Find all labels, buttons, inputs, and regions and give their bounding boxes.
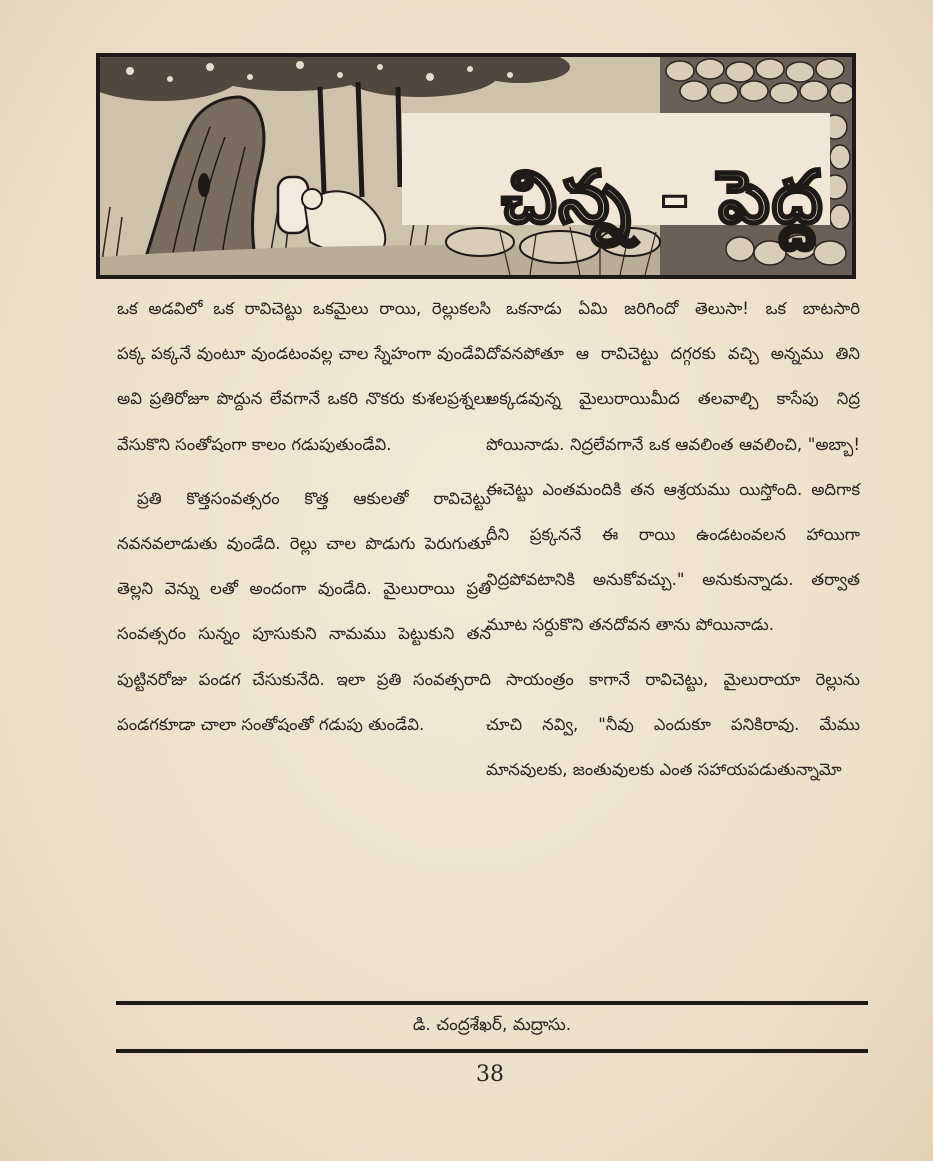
left-paragraph-2: ప్రతి కొత్తసంవత్సరం కొత్త ఆకులతో రావిచెట్టు నవనవలాడుతు వుండేది. రెల్లు చాల పొడుగు పెరుగుతూ తెల్లని వెన్ను లతో అందంగా వుండేది. మైలురాయి ప్రతి సంవత్సరం సున్నం పూసుకుని నామము పెట్టుకుని తన పుట్టినరోజు పండగ చేసుకునేది. ఇలా ప్రతి సంవత్సరాది పండగకూడా చాలా సంతోషంతో గడుపు తుండేవి.: [117, 488, 491, 734]
author-credit: డి. చంద్రశేఖర్, మద్రాసు.: [412, 1015, 572, 1035]
right-column: [486, 286, 860, 792]
title-panel: [498, 117, 828, 277]
page-number: 38: [476, 1062, 504, 1087]
footer-rule-bottom: [116, 1049, 868, 1053]
right-paragraph-1: ఒకనాడు ఏమి జరిగిందో తెలుసా! ఒక బాటసారి దోవనపోతూ ఆ రావిచెట్టు దగ్గరకు వచ్చి అన్నము తిని అక్కడవున్న మైలురాయిమీద తలవాల్చి కాసేపు నిద్ర పోయినాడు. నిద్రలేవగానే ఒక ఆవలింత ఆవలించి, "అబ్బా! ఈచెట్టు ఎంతమందికి తన ఆశ్రయము యిస్తోంది. అదిగాక దీని ప్రక్కననే ఈ రాయి ఉండటంవలన హాయిగా నిద్రపోవటానికి అనుకోవచ్చు." అనుకున్నాడు. తర్వాత మూట సర్దుకొని తనదోవన తాను పోయినాడు.: [486, 299, 860, 635]
left-column: [117, 286, 491, 747]
story-title: చిన్న - పెద్ద: [501, 155, 825, 239]
header-illustration: [96, 53, 856, 279]
footer-rule-top: [116, 1001, 868, 1005]
right-paragraph-2: సాయంత్రం కాగానే రావిచెట్టు, మైలురాయా రెల్లును చూచి నవ్వి, "నీవు ఎందుకూ పనికిరావు. మేము మానవులకు, జంతువులకు ఎంత సహాయపడుతున్నామో: [486, 669, 860, 780]
left-paragraph-1: ఒక అడవిలో ఒక రావిచెట్టు ఒకమైలు రాయి, రెల్లుకలసి పక్క పక్కనే వుంటూ వుండటంవల్ల చాల స్నేహంగా వుండేవి. అవి ప్రతిరోజూ పొద్దున లేవగానే ఒకరి నొకరు కుశలప్రశ్నలు వేసుకొని సంతోషంగా కాలం గడుపుతుండేవి.: [117, 299, 491, 454]
